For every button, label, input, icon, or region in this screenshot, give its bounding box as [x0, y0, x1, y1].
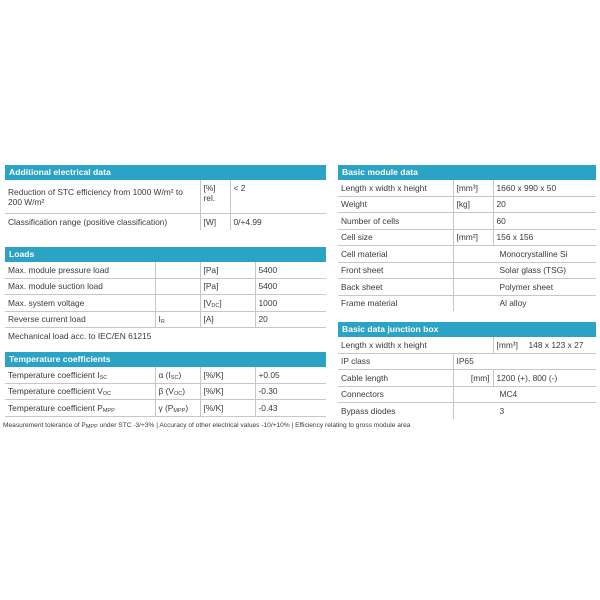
row-label: Connectors — [338, 386, 453, 403]
row-value: 5400 — [255, 262, 326, 278]
junction-box-header: Basic data junction box — [338, 322, 596, 337]
row-label: Weight — [338, 196, 453, 213]
row-unit: [%] rel. — [200, 180, 230, 214]
additional-electrical-panel — [5, 165, 326, 230]
row-unit: $[V_{DC}]$ — [200, 295, 255, 312]
row-unit: [A] — [200, 311, 255, 328]
row-label: Length x width x height — [338, 337, 493, 353]
row-value: 20 — [493, 196, 596, 213]
row-symbol: β $(V_{OC})$ — [155, 383, 200, 400]
row-label: Temperature coefficient $P_{MPP}$ — [5, 400, 155, 417]
table-row — [338, 196, 596, 213]
basic-module-table — [338, 180, 596, 311]
row-label: Frame material — [341, 298, 398, 309]
temperature-panel — [5, 352, 326, 417]
loads-table — [5, 262, 326, 344]
row-symbol — [155, 262, 200, 278]
row-label: IP class — [338, 353, 453, 370]
row-value: 20 — [255, 311, 326, 328]
row-unit-value — [493, 337, 596, 353]
additional-electrical-header: Additional electrical data — [5, 165, 326, 180]
row-label: Cell size — [338, 229, 453, 246]
loads-header: Loads — [5, 247, 326, 262]
table-row — [338, 386, 596, 403]
junction-box-panel — [338, 322, 596, 419]
table-row — [338, 403, 596, 419]
row-unit: [%/K] — [200, 400, 255, 417]
table-row — [338, 180, 596, 196]
row-label: Cell material — [338, 246, 453, 263]
table-row — [338, 246, 596, 263]
table-row — [5, 214, 326, 230]
temperature-header: Temperature coefficients — [5, 352, 326, 367]
row-unit: [mm³] — [496, 339, 518, 350]
loads-panel — [5, 247, 326, 344]
row-unit: [%/K] — [200, 367, 255, 383]
table-row — [338, 295, 596, 311]
row-symbol: γ $(P_{MPP})$ — [155, 400, 200, 417]
row-value: Solar glass (TSG) — [453, 262, 596, 279]
table-row — [5, 367, 326, 383]
row-value: IP65 — [453, 353, 596, 370]
row-value: Monocrystalline Si — [453, 246, 596, 263]
row-value: MC4 — [453, 386, 596, 403]
table-row — [5, 278, 326, 295]
row-value: 1660 x 990 x 50 — [493, 180, 596, 196]
row-value: 156 x 156 — [493, 229, 596, 246]
row-symbol: α $(I_{SC})$ — [155, 367, 200, 383]
row-label: Reduction of STC efficiency from 1000 W/m² to 200 W/m² — [5, 180, 200, 214]
row-value: 1200 (+), 800 (-) — [493, 370, 596, 387]
row-value: 148 x 123 x 27 — [528, 339, 584, 350]
temperature-table — [5, 367, 326, 417]
row-label: Reverse current load — [5, 311, 155, 328]
table-row — [338, 337, 596, 353]
row-value: 1000 — [255, 295, 326, 312]
table-row — [338, 353, 596, 370]
row-value: -0.43 — [255, 400, 326, 417]
table-row — [5, 295, 326, 312]
row-unit: [Pa] — [200, 262, 255, 278]
loads-note: Mechanical load acc. to IEC/EN 61215 — [8, 330, 152, 341]
row-symbol — [155, 295, 200, 312]
table-row — [5, 383, 326, 400]
row-value: 0/+4.99 — [230, 214, 326, 230]
row-label: Max. module suction load — [5, 278, 155, 295]
row-value: Polymer sheet — [453, 279, 596, 296]
row-label: Max. module pressure load — [5, 262, 155, 278]
table-row — [338, 370, 596, 387]
row-label: Classification range (positive classification) — [8, 216, 168, 227]
table-row — [5, 328, 326, 344]
row-label: Bypass diodes — [341, 405, 396, 416]
row-unit: [mm] — [453, 370, 493, 387]
row-unit: [%/K] — [200, 383, 255, 400]
table-row — [5, 400, 326, 417]
row-value: 60 — [493, 213, 596, 230]
row-value: 5400 — [255, 278, 326, 295]
table-row — [5, 180, 326, 214]
row-label: Max. system voltage — [5, 295, 155, 312]
additional-electrical-table — [5, 180, 326, 230]
table-row — [5, 262, 326, 278]
basic-module-panel — [338, 165, 596, 311]
table-row — [338, 279, 596, 296]
row-value: 3 — [453, 403, 596, 419]
table-row — [5, 311, 326, 328]
footnote: Measurement tolerance of $P_{MPP}$ under STC -3/+3% | Accuracy of other electrical values -10/+10% | Efficiency relating to gross module area — [3, 422, 411, 429]
row-unit: [mm²] — [453, 229, 493, 246]
row-label: Front sheet — [338, 262, 453, 279]
row-value: -0.30 — [255, 383, 326, 400]
row-unit: [kg] — [453, 196, 493, 213]
table-row — [338, 229, 596, 246]
row-unit: [Pa] — [200, 278, 255, 295]
table-row — [338, 213, 596, 230]
row-value: Al alloy — [453, 295, 596, 311]
table-row — [338, 262, 596, 279]
row-label: Back sheet — [338, 279, 453, 296]
junction-box-table — [338, 337, 596, 419]
row-unit: [W] — [200, 214, 230, 230]
row-value: < 2 — [230, 180, 326, 214]
row-unit: [mm³] — [453, 180, 493, 196]
row-label: Temperature coefficient $V_{OC}$ — [5, 383, 155, 400]
row-label: Temperature coefficient $I_{SC}$ — [5, 367, 155, 383]
basic-module-header: Basic module data — [338, 165, 596, 180]
row-label: Cable length — [338, 370, 453, 387]
row-symbol — [155, 278, 200, 295]
row-label: Length x width x height — [338, 180, 453, 196]
row-symbol: $I_R$ — [155, 311, 200, 328]
row-unit — [453, 213, 493, 230]
row-value: +0.05 — [255, 367, 326, 383]
row-label: Number of cells — [338, 213, 453, 230]
